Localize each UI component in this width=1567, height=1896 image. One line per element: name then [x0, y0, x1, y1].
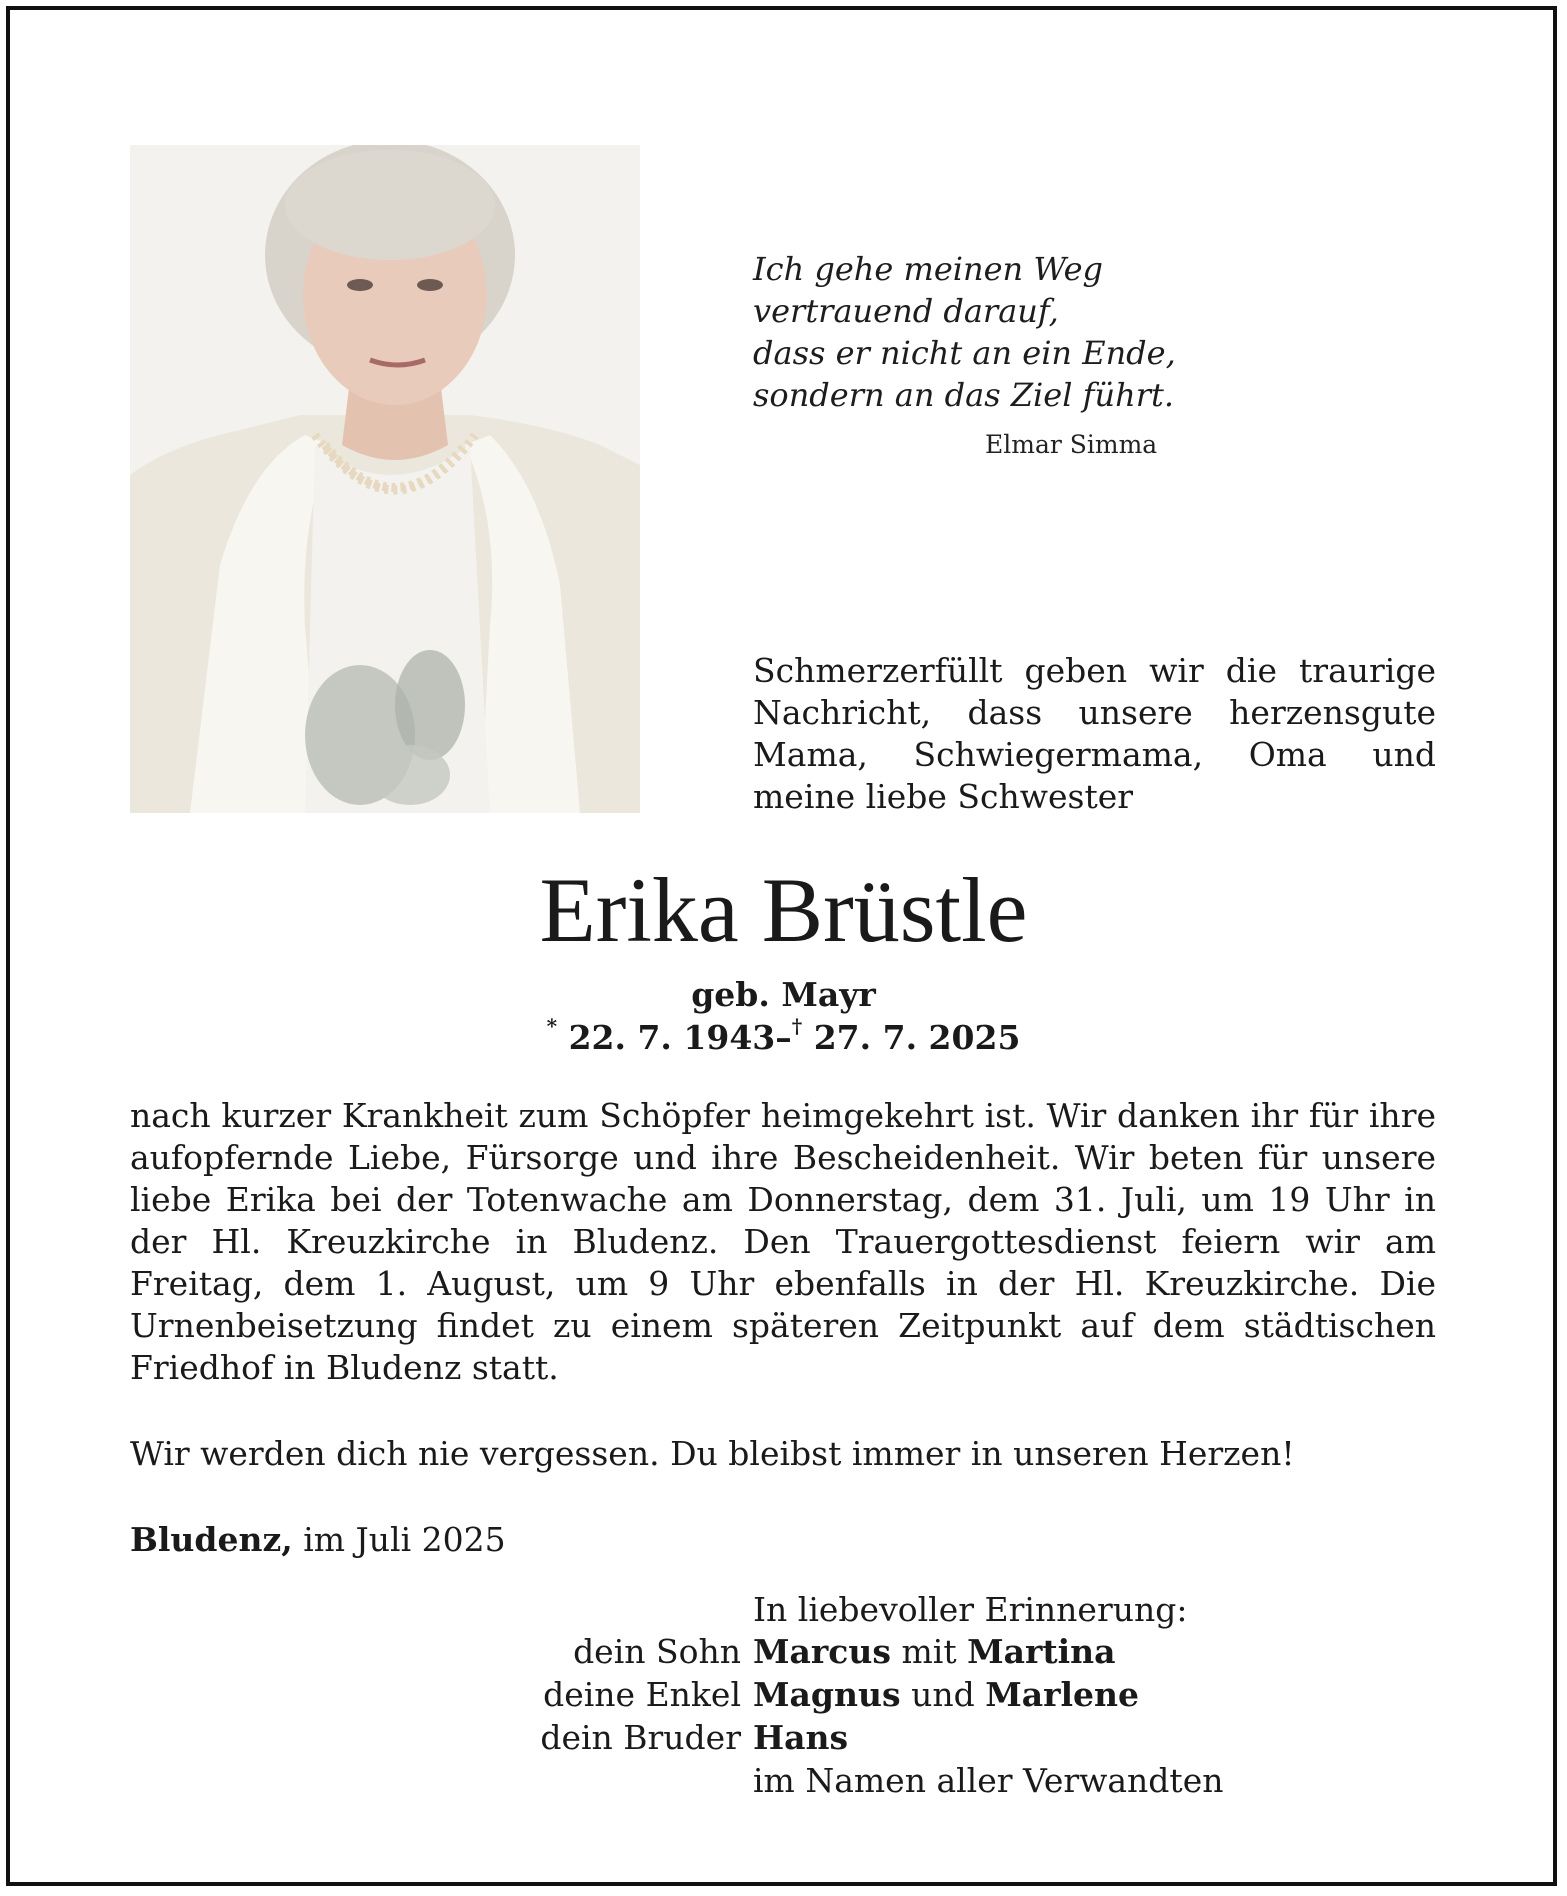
quote-line: vertrauend darauf, — [753, 292, 1059, 330]
relative-name: Marcus — [753, 1632, 891, 1671]
announcement-body: nach kurzer Krankheit zum Schöpfer heimgekehrt ist. Wir danken ihr für ihre aufopfernde Liebe, Fürsorge und ihre Bescheidenheit. Wir beten für unsere liebe Erika bei der Totenwache am Donnerstag, dem 31. Juli, um 19 Uhr in der Hl. Kreuzkirche in Bludenz. Den Trauergottesdienst feiern wir am Freitag, dem 1. August, um 9 Uhr ebenfalls in der Hl. Kreuzkirche. Die Urnenbeisetzung findet zu einem späteren Zeitpunkt auf dem städtischen Friedhof in Bludenz statt. — [130, 1096, 1436, 1387]
relative-name: Marlene — [985, 1675, 1140, 1714]
relative-connector: mit — [901, 1632, 957, 1671]
maiden-name: geb. Mayr — [691, 975, 876, 1014]
family-suffix: im Namen aller Verwandten — [753, 1761, 1224, 1800]
relative-names — [753, 1632, 1116, 1671]
place-month: im Juli 2025 — [303, 1520, 506, 1559]
quote-block — [753, 248, 1253, 416]
relative-name: Martina — [967, 1632, 1116, 1671]
portrait-photo — [130, 145, 640, 813]
quote-author: Elmar Simma — [985, 430, 1158, 459]
relative-label: deine Enkel — [543, 1675, 741, 1714]
death-symbol: † — [791, 1014, 803, 1038]
relative-label: dein Bruder — [540, 1718, 741, 1757]
place-date — [130, 1520, 506, 1559]
relative-name: Magnus — [753, 1675, 901, 1714]
life-dates — [0, 1014, 1567, 1057]
relative-names — [753, 1718, 848, 1757]
memory-heading: In liebevoller Erinnerung: — [753, 1590, 1188, 1629]
quote-line: Ich gehe meinen Weg — [753, 250, 1104, 288]
relative-names — [753, 1675, 1139, 1714]
death-date: 27. 7. 2025 — [813, 1018, 1021, 1057]
quote-line: dass er nicht an ein Ende, — [753, 334, 1176, 372]
relative-connector: und — [911, 1675, 975, 1714]
deceased-name: Erika Brüstle — [539, 859, 1028, 961]
portrait-illustration — [130, 145, 640, 813]
quote-line: sondern an das Ziel führt. — [753, 376, 1175, 414]
place-city: Bludenz, — [130, 1520, 293, 1559]
birth-symbol: * — [546, 1014, 558, 1038]
relative-label: dein Sohn — [573, 1632, 741, 1671]
announcement-intro: Schmerzerfüllt geben wir die traurige Nachricht, dass unsere herzensgute Mama, Schwiegermama, Oma und meine liebe Schwester — [753, 651, 1436, 816]
closing-sentence: Wir werden dich nie vergessen. Du bleibst immer in unseren Herzen! — [130, 1434, 1295, 1473]
date-dash: – — [775, 1018, 792, 1057]
birth-date: 22. 7. 1943 — [568, 1018, 776, 1057]
relative-name: Hans — [753, 1718, 849, 1757]
